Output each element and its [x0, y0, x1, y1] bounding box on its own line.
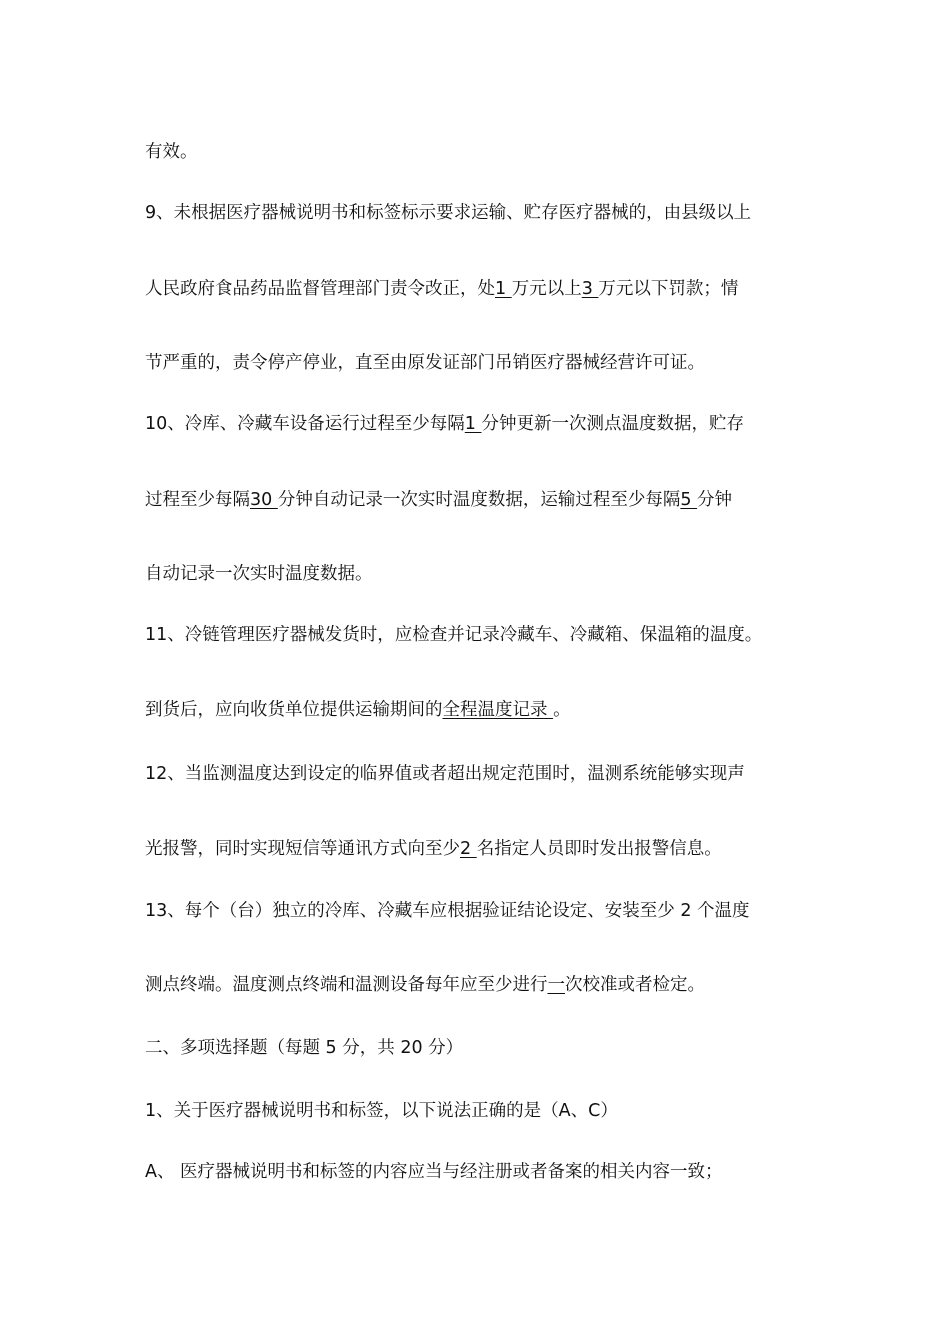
text-segment: 分钟	[697, 490, 733, 510]
text-line	[145, 837, 722, 861]
text-line	[145, 1036, 463, 1060]
text-segment: 。	[553, 700, 571, 720]
text-line	[145, 488, 732, 512]
text-segment: 测点终端。温度测点终端和温测设备每年应至少进行	[145, 975, 548, 995]
text-line	[145, 973, 705, 997]
text-line	[145, 140, 198, 164]
text-line	[145, 698, 571, 722]
text-segment: A、 医疗器械说明书和标签的内容应当与经注册或者备案的相关内容一致；	[145, 1162, 723, 1182]
text-line	[145, 201, 751, 225]
text-line	[145, 1160, 723, 1184]
text-segment: 11、冷链管理医疗器械发货时，应检查并记录冷藏车、冷藏箱、保温箱的温度。	[145, 625, 763, 645]
text-line	[145, 277, 738, 301]
text-segment: 自动记录一次实时温度数据。	[145, 564, 373, 584]
text-line	[145, 762, 745, 786]
text-segment: 1、关于医疗器械说明书和标签，以下说法正确的是（A、C）	[145, 1101, 618, 1121]
text-segment: 节严重的，责令停产停业，直至由原发证部门吊销医疗器械经营许可证。	[145, 353, 705, 373]
text-line	[145, 899, 750, 923]
underlined-answer: 2	[460, 839, 477, 859]
underlined-answer: 1	[495, 279, 512, 299]
text-segment: 有效。	[145, 142, 198, 162]
text-segment: 9、未根据医疗器械说明书和标签标示要求运输、贮存医疗器械的，由县级以上	[145, 203, 752, 223]
underlined-answer: 一	[547, 975, 565, 995]
underlined-answer: 3	[581, 279, 599, 299]
text-line	[145, 562, 373, 586]
text-line	[145, 623, 762, 647]
text-line	[145, 351, 705, 375]
text-segment: 次校准或者检定。	[565, 975, 705, 995]
text-segment: 到货后，应向收货单位提供运输期间的	[145, 700, 443, 720]
text-line	[145, 412, 744, 436]
text-segment: 10、冷库、冷藏车设备运行过程至少每隔	[145, 414, 465, 434]
text-segment: 万元以上	[511, 279, 582, 299]
text-segment: 二、多项选择题（每题 5 分，共 20 分）	[145, 1038, 464, 1058]
text-segment: 13、每个（台）独立的冷库、冷藏车应根据验证结论设定、安装至少 2 个温度	[145, 901, 750, 921]
text-segment: 万元以下罚款；情	[598, 279, 739, 299]
text-segment: 过程至少每隔	[145, 490, 250, 510]
underlined-answer: 30	[250, 490, 278, 510]
text-segment: 人民政府食品药品监督管理部门责令改正，处	[145, 279, 495, 299]
underlined-answer: 1	[464, 414, 482, 434]
text-line	[145, 1099, 618, 1123]
underlined-answer: 全程温度记录	[442, 700, 554, 720]
text-segment: 12、当监测温度达到设定的临界值或者超出规定范围时，温测系统能够实现声	[145, 764, 745, 784]
text-segment: 名指定人员即时发出报警信息。	[476, 839, 722, 859]
text-segment: 光报警，同时实现短信等通讯方式向至少	[145, 839, 460, 859]
underlined-answer: 5	[680, 490, 698, 510]
text-segment: 分钟更新一次测点温度数据，贮存	[481, 414, 744, 434]
text-segment: 分钟自动记录一次实时温度数据，运输过程至少每隔	[277, 490, 681, 510]
